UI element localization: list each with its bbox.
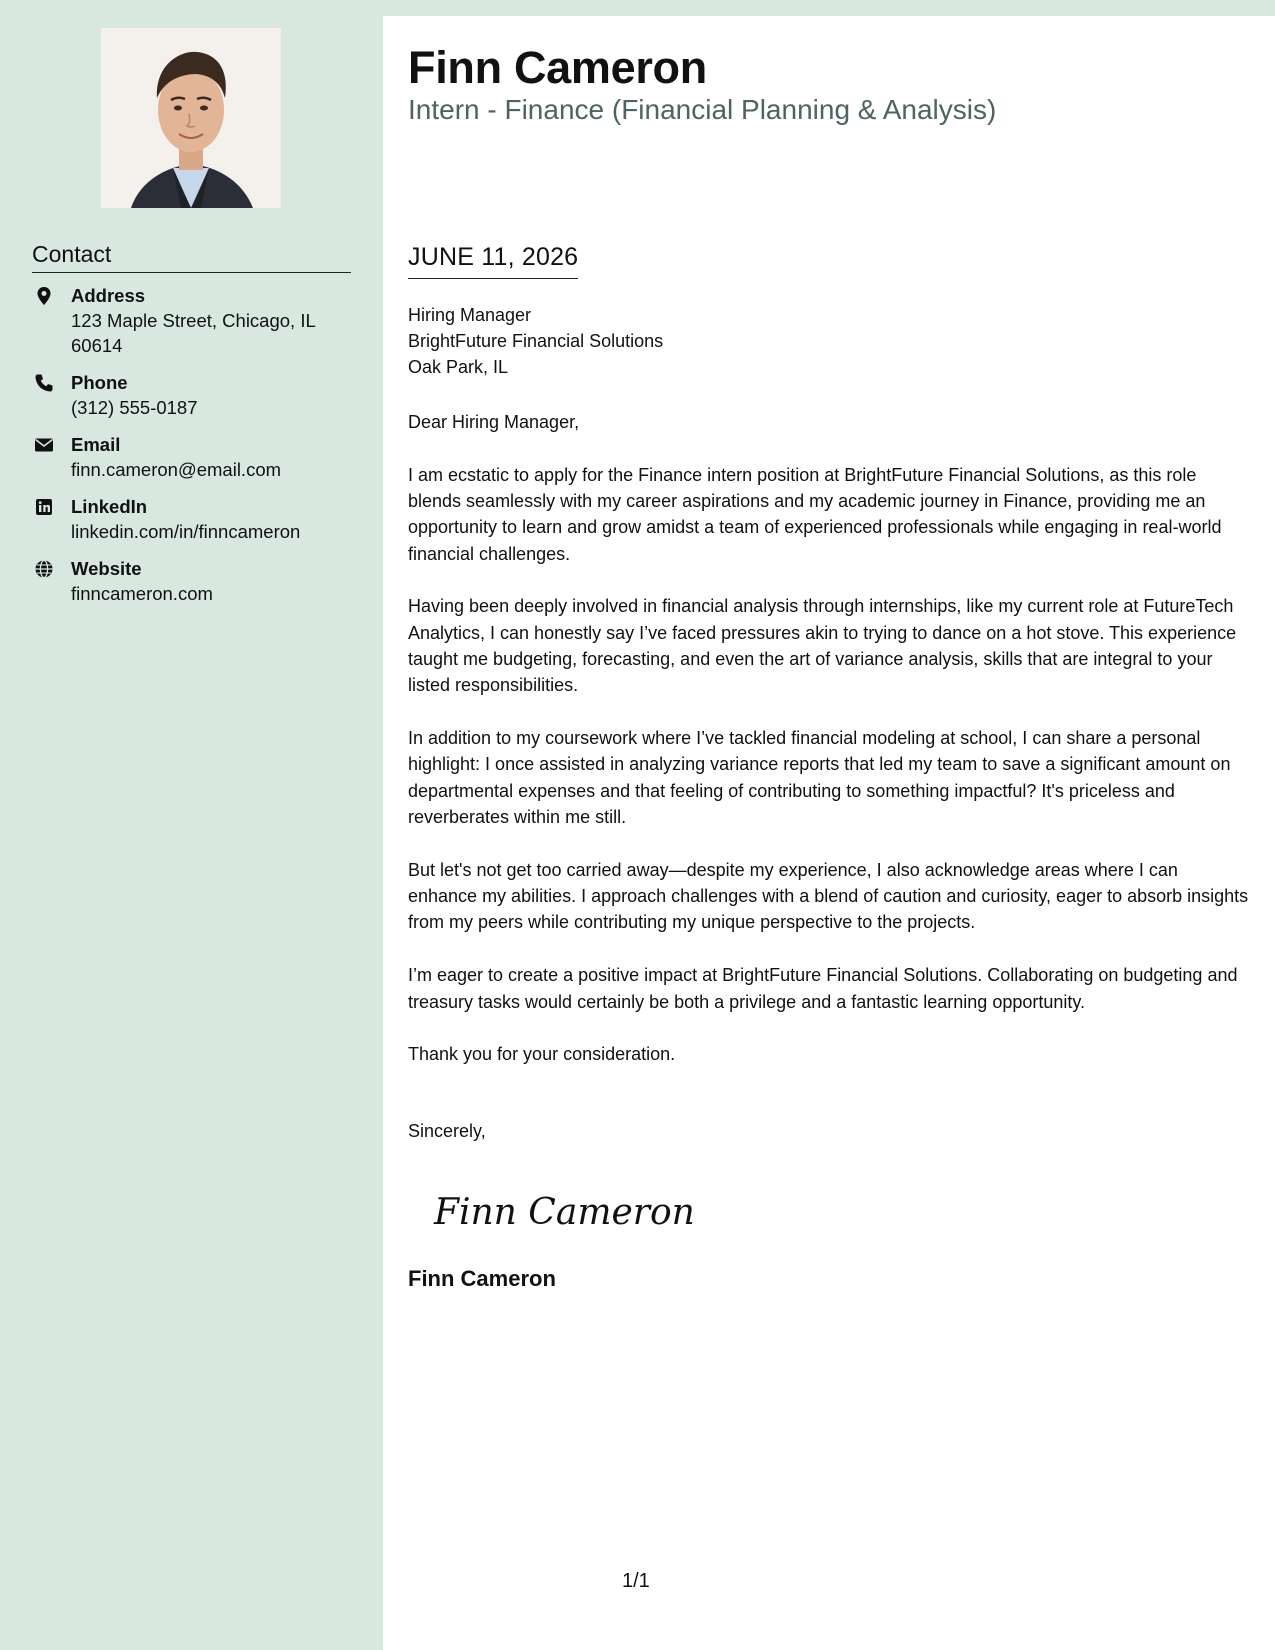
contact-value: linkedin.com/in/finncameron <box>71 521 301 542</box>
contact-email <box>32 433 352 482</box>
contact-list <box>32 284 352 619</box>
contact-value: (312) 555-0187 <box>71 397 198 418</box>
linkedin-icon <box>34 497 54 517</box>
contact-label: LinkedIn <box>71 496 148 517</box>
letter-paragraph: I’m eager to create a positive impact at BrightFuture Financial Solutions. Collaborating on budgeting and treasury tasks would certainly be both a privilege and a fantastic learning opportunity. <box>408 965 1238 1012</box>
globe-icon <box>34 559 54 579</box>
contact-label: Website <box>71 558 142 579</box>
recipient-line: Oak Park, IL <box>408 357 509 377</box>
letter-paragraph: Having been deeply involved in financial analysis through internships, like my current role at FutureTech Analytics, I can honestly say I’ve faced pressures akin to trying to dance on a hot stove. This experience taught me budgeting, forecasting, and even the art of variance analysis, skills that are integral to your listed responsibilities. <box>408 596 1237 696</box>
applicant-name: Finn Cameron <box>408 42 707 93</box>
contact-value: finncameron.com <box>71 583 213 604</box>
letter-date: JUNE 11, 2026 <box>408 243 578 279</box>
signature-text: Finn Cameron <box>434 1192 695 1233</box>
greeting: Dear Hiring Manager, <box>408 412 580 432</box>
recipient-line: BrightFuture Financial Solutions <box>408 331 664 351</box>
recipient-line: Hiring Manager <box>408 305 532 325</box>
letter-paragraph: But let's not get too carried away—despite my experience, I also acknowledge areas where I can enhance my abilities. I approach challenges with a blend of caution and curiosity, eager to absorb insights from my peers while contributing my unique perspective to the projects. <box>408 859 1249 933</box>
letter-paragraph: In addition to my coursework where I’ve tackled financial modeling at school, I can share a personal highlight: I once assisted in analyzing variance reports that led my team to save a significant amount on departmental expenses and that feeling of contributing to something impactful? It's priceless and reverberates within me still. <box>408 728 1231 828</box>
job-title: Intern - Finance (Financial Planning & Analysis) <box>408 94 997 125</box>
contact-heading: Contact <box>32 241 351 273</box>
recipient-block <box>408 302 663 380</box>
page-number: 1/1 <box>622 1570 650 1592</box>
profile-photo <box>101 28 281 208</box>
contact-value: 123 Maple Street, Chicago, IL 60614 <box>71 310 316 356</box>
closing: Sincerely, <box>408 1121 486 1141</box>
contact-label: Address <box>71 285 146 306</box>
contact-label: Email <box>71 434 121 455</box>
contact-phone <box>32 371 352 420</box>
contact-website <box>32 557 352 606</box>
letter-paragraph: Thank you for your consideration. <box>408 1044 676 1065</box>
profile-photo-image <box>101 28 281 208</box>
contact-value: finn.cameron@email.com <box>71 459 282 480</box>
letter-body <box>408 409 1250 1094</box>
contact-address <box>32 284 352 358</box>
signature-image <box>430 1180 695 1240</box>
handwritten-signature <box>430 1180 695 1240</box>
contact-linkedin <box>32 495 352 544</box>
letter-paragraph: I am ecstatic to apply for the Finance intern position at BrightFuture Financial Solutions, as this role blends seamlessly with my career aspirations and my academic journey in Finance, providing me an opportunity to learn and grow amidst a team of experienced professionals while engaging in real-world financial challenges. <box>408 464 1222 564</box>
phone-icon <box>34 373 54 393</box>
envelope-icon <box>34 435 54 455</box>
signer-name: Finn Cameron <box>408 1266 556 1291</box>
map-pin-icon <box>34 286 54 306</box>
contact-label: Phone <box>71 372 128 393</box>
